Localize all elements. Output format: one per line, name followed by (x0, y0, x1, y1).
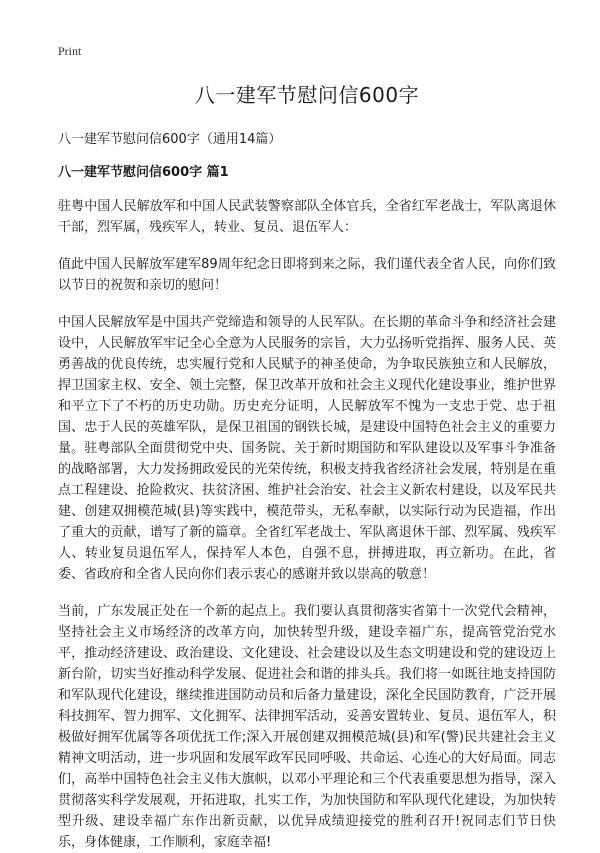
document-subtitle: 八一建军节慰问信600字（通用14篇） (58, 132, 282, 147)
body-paragraph-history: 中国人民解放军是中国共产党缔造和领导的人民军队。在长期的革命斗争和经济社会建设中，人民解放军牢记全心全意为人民服务的宗旨，大力弘扬听党指挥、服务人民、英勇善战的优良传统，忠实履行党和人民赋予的神圣使命，为争取民族独立和人民解放，捍卫国家主权、安全、领土完整，保卫改革开放和社会主义现代化建设事业，维护世界和平立下了不朽的历史功勋。历史充分证明，人民解放军不愧为一支忠于党、忠于祖国、忠于人民的英雄军队，是保卫祖国的钢铁长城，是建设中国特色社会主义的重要力量。驻粤部队全面贯彻党中央、国务院、关于新时期国防和军队建设以及军事斗争准备的战略部署，大力发扬拥政爱民的光荣传统，积极支持我省经济社会发展，特别是在重点工程建设、抢险救灾、扶贫济困、维护社会治安、社会主义新农村建设，以及军民共建、创建双拥模范城(县)等实践中，模范带头，无私奉献，以实际行动为民造福，作出了重大的贡献，谱写了新的篇章。全省红军老战士、军队离退休干部、烈军属、残疾军人、转业复员退伍军人，保持军人本色，自强不息，拼搏进取，再立新功。在此，省委、省政府和全省人民向你们表示衷心的感谢并致以崇高的敬意！ (58, 315, 556, 582)
print-link[interactable]: Print (58, 44, 82, 58)
body-paragraph-outlook: 当前，广东发展正处在一个新的起点上。我们要认真贯彻落实省第十一次党代会精神，坚持社会主义市场经济的改革方向，加快转型升级，建设幸福广东，提高管党治党水平，推动经济建设、政治建设、文化建设、社会建设以及生态文明建设和党的建设迈上新台阶，切实当好推动科学发展、促进社会和谐的排头兵。我们将一如既往地支持国防和军队现代化建设，继续推进国防动员和后备力量建设，深化全民国防教育，广泛开展科技拥军、智力拥军、文化拥军、法律拥军活动，妥善安置转业、复员、退伍军人，积极做好拥军优属等各项优抚工作;深入开展创建双拥模范城(县)和军(警)民共建社会主义精神文明活动，进一步巩固和发展军政军民同呼吸、共命运、心连心的大好局面。同志们，高举中国特色社会主义伟大旗帜，以邓小平理论和三个代表重要思想为指导，深入贯彻落实科学发展观，开拓进取，扎实工作，为加快国防和军队现代化建设，为加快转型升级、建设幸福广东作出新贡献，以优异成绩迎接党的胜利召开!祝同志们节日快乐，身体健康，工作顺利，家庭幸福! (58, 604, 556, 850)
page-title: 八一建军节慰问信600字 (194, 83, 420, 107)
greeting-paragraph: 值此中国人民解放军建军89周年纪念日即将到来之际，我们谨代表全省人民，向你们致以节日的祝贺和亲切的慰问！ (58, 257, 556, 293)
section-heading: 八一建军节慰问信600字 篇1 (58, 165, 229, 180)
salutation-paragraph: 驻粤中国人民解放军和中国人民武装警察部队全体官兵，全省红军老战士，军队离退休干部，烈军属，残疾军人，转业、复员、退伍军人： (58, 199, 556, 235)
